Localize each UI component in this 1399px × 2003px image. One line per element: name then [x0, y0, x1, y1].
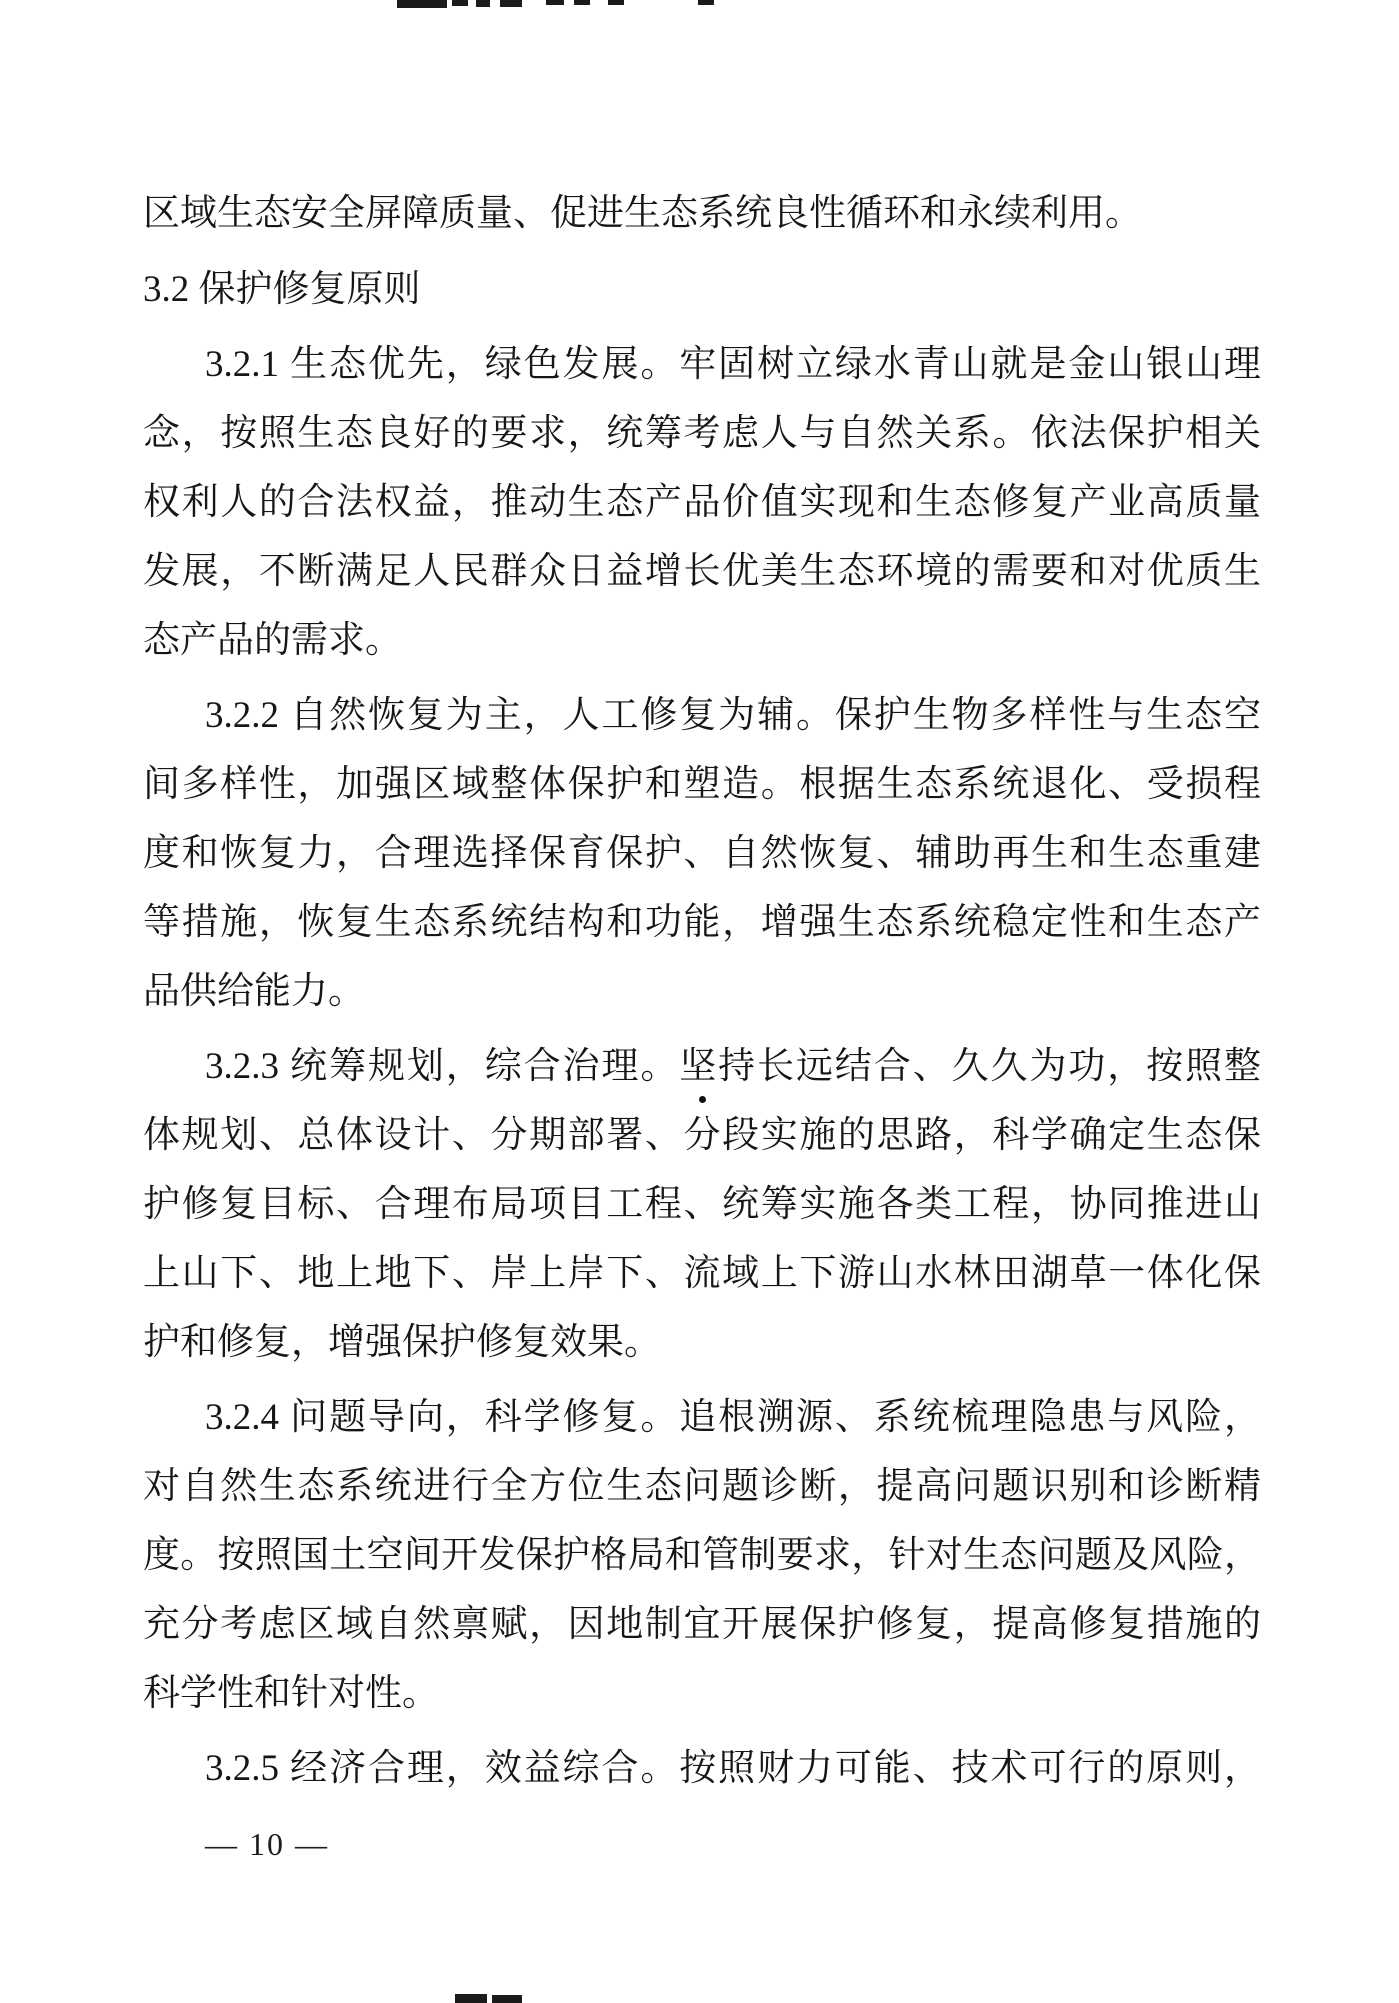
- scan-artifact-top: [476, 0, 490, 7]
- paragraph-first-line: 3.2.5 经济合理，效益综合。按照财力可能、技术可行的原则，: [205, 1748, 1261, 1789]
- paragraph-line: 上山下、地上地下、岸上岸下、流域上下游山水林田湖草一体化保: [143, 1253, 1261, 1294]
- page-number: — 10 —: [205, 1826, 329, 1862]
- paragraph-last-line: 科学性和针对性。: [143, 1673, 439, 1714]
- scan-artifact-top: [608, 0, 624, 5]
- paragraph-line: 权利人的合法权益，推动生态产品价值实现和生态修复产业高质量: [143, 482, 1261, 523]
- paragraph-line: 对自然生态系统进行全方位生态问题诊断，提高问题识别和诊断精: [143, 1466, 1261, 1507]
- scan-artifact-bottom: [492, 1995, 522, 2003]
- scan-artifact-top: [698, 0, 714, 5]
- paragraph-last-line: 护和修复，增强保护修复效果。: [143, 1322, 661, 1363]
- paragraph-last-line: 态产品的需求。: [143, 620, 402, 661]
- paragraph-line: 间多样性，加强区域整体保护和塑造。根据生态系统退化、受损程: [143, 764, 1261, 805]
- scan-artifact-top: [452, 0, 468, 6]
- paragraph-line: 度。按照国土空间开发保护格局和管制要求，针对生态问题及风险，: [143, 1535, 1261, 1576]
- paragraph-line: 发展，不断满足人民群众日益增长优美生态环境的需要和对优质生: [143, 551, 1261, 592]
- scan-artifact-top: [574, 0, 590, 5]
- paragraph-line: 护修复目标、合理布局项目工程、统筹实施各类工程，协同推进山: [143, 1184, 1261, 1225]
- scan-artifact-top: [546, 0, 564, 5]
- paragraph-line: 念，按照生态良好的要求，统筹考虑人与自然关系。依法保护相关: [143, 413, 1261, 454]
- paragraph-line: 等措施，恢复生态系统结构和功能，增强生态系统稳定性和生态产: [143, 902, 1261, 943]
- scan-artifact-top: [500, 0, 522, 7]
- intro-paragraph-line: 区域生态安全屏障质量、促进生态系统良性循环和永续利用。: [143, 193, 1142, 234]
- paragraph-line: 体规划、总体设计、分期部署、分段实施的思路，科学确定生态保: [143, 1115, 1261, 1156]
- paragraph-first-line: 3.2.2 自然恢复为主，人工修复为辅。保护生物多样性与生态空: [205, 695, 1261, 736]
- document-body: [143, 179, 1261, 1803]
- scan-artifact-bottom: [455, 1994, 487, 2003]
- paragraph-first-line: 3.2.4 问题导向，科学修复。追根溯源、系统梳理隐患与风险，: [205, 1397, 1261, 1438]
- section-heading: 3.2 保护修复原则: [143, 269, 421, 310]
- paragraph-last-line: 品供给能力。: [143, 971, 365, 1012]
- scan-artifact-top: [397, 0, 447, 8]
- paragraph-first-line: 3.2.1 生态优先，绿色发展。牢固树立绿水青山就是金山银山理: [205, 344, 1261, 385]
- paragraph-first-line: 3.2.3 统筹规划，综合治理。坚持长远结合、久久为功，按照整: [205, 1046, 1261, 1087]
- paragraph-line: 充分考虑区域自然禀赋，因地制宜开展保护修复，提高修复措施的: [143, 1604, 1261, 1645]
- paragraph-line: 度和恢复力，合理选择保育保护、自然恢复、辅助再生和生态重建: [143, 833, 1261, 874]
